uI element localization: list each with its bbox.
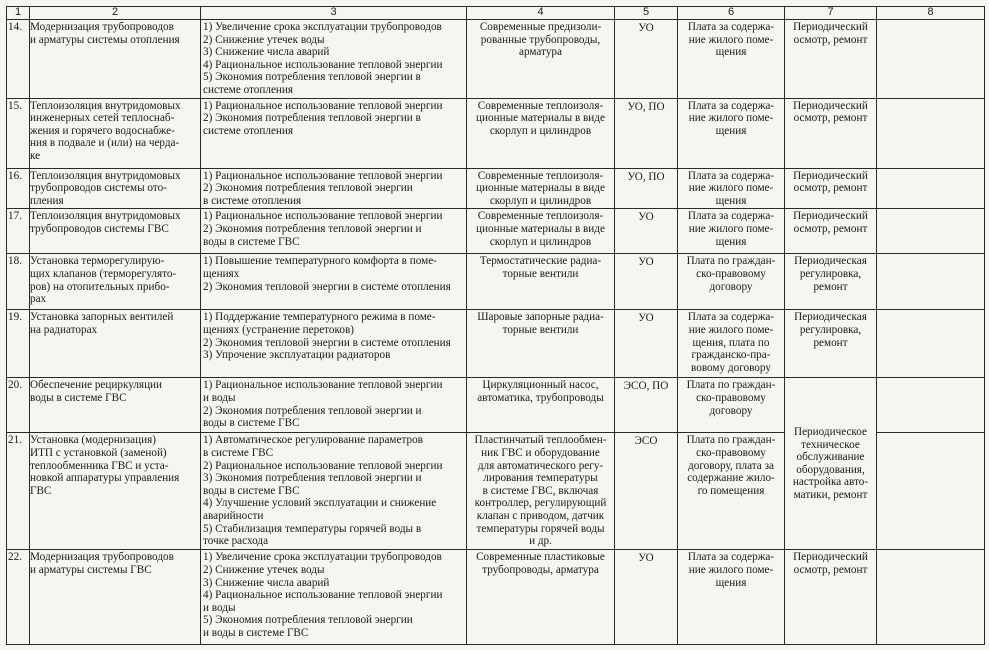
- equipment: Современные теплоизоля- ционные материалы в виде скорлуп и цилиндров: [467, 209, 615, 254]
- table-row: [7, 378, 985, 433]
- col8-cell: [877, 168, 985, 209]
- funding-source: Плата за содержа- ние жилого поме- щения: [678, 168, 785, 209]
- row-number: 17.: [7, 209, 30, 254]
- maintenance: Периодический осмотр, ремонт: [785, 20, 877, 99]
- measure-name: Модернизация трубопроводов и арматуры системы отопления: [30, 20, 201, 99]
- equipment: Пластинчатый теплообмен- ник ГВС и оборудование для автоматического регу- лирования температуры в системе ГВС, включая контроллер, регулирующий клапан с приводом, датчик температуры горячей воды и др.: [467, 433, 615, 550]
- measure-effects: 1) Рациональное использование тепловой энергии и воды 2) Экономия потребления тепловой энергии и воды в системе ГВС: [201, 378, 467, 433]
- equipment: Современные пластиковые трубопроводы, арматура: [467, 550, 615, 645]
- equipment: Термостатические радиа- торные вентили: [467, 254, 615, 310]
- col-header-4: 4: [467, 7, 615, 20]
- measure-effects: 1) Автоматическое регулирование параметров в системе ГВС 2) Рациональное использование тепловой энергии 3) Экономия потребления тепловой энергии и воды в системе ГВС 4) Улучшение условий эксплуатации и снижение аварийности 5) Стабилизация температуры горячей воды в точке расхода: [201, 433, 467, 550]
- equipment: Циркуляционный насос, автоматика, трубопроводы: [467, 378, 615, 433]
- row-number: 22.: [7, 550, 30, 645]
- equipment: Современные теплоизоля- ционные материалы в виде скорлуп и цилиндров: [467, 98, 615, 168]
- table-row: [7, 98, 985, 168]
- row-number: 19.: [7, 310, 30, 378]
- col8-cell: [877, 98, 985, 168]
- col8-cell: [877, 254, 985, 310]
- col-header-2: 2: [30, 7, 201, 20]
- col8-cell: [877, 433, 985, 550]
- row-number: 18.: [7, 254, 30, 310]
- measure-effects: 1) Поддержание температурного режима в поме- щениях (устранение перетоков) 2) Экономия тепловой энергии в системе отопления 3) Упрочение эксплуатации радиаторов: [201, 310, 467, 378]
- executor: УО: [615, 310, 678, 378]
- measure-name: Обеспечение рециркуляции воды в системе ГВС: [30, 378, 201, 433]
- measure-name: Теплоизоляция внутридомовых трубопроводов системы ГВС: [30, 209, 201, 254]
- measure-name: Теплоизоляция внутридомовых инженерных сетей теплоснаб- жения и горячего водоснабже- ния в подвале и (или) на черда- ке: [30, 98, 201, 168]
- col-header-8: 8: [877, 7, 985, 20]
- measure-effects: 1) Рациональное использование тепловой энергии 2) Экономия потребления тепловой энергии в системе отопления: [201, 168, 467, 209]
- col-header-6: 6: [678, 7, 785, 20]
- col8-cell: [877, 310, 985, 378]
- funding-source: Плата за содержа- ние жилого поме- щения, плата по гражданско-пра- вовому договору: [678, 310, 785, 378]
- measure-name: Установка терморегулирую- щих клапанов (терморегулято- ров) на отопительных прибо- рах: [30, 254, 201, 310]
- funding-source: Плата по граждан- ско-правовому договору, плата за содержание жило- го помещения: [678, 433, 785, 550]
- measure-effects: 1) Повышение температурного комфорта в поме- щениях 2) Экономия тепловой энергии в системе отопления: [201, 254, 467, 310]
- col8-cell: [877, 209, 985, 254]
- executor: ЭСО: [615, 433, 678, 550]
- maintenance: Периодическая регулировка, ремонт: [785, 254, 877, 310]
- measure-name: Модернизация трубопроводов и арматуры системы ГВС: [30, 550, 201, 645]
- executor: УО: [615, 20, 678, 99]
- row-number: 16.: [7, 168, 30, 209]
- maintenance: Периодический осмотр, ремонт: [785, 209, 877, 254]
- measure-effects: 1) Рациональное использование тепловой энергии 2) Экономия потребления тепловой энергии в системе отопления: [201, 98, 467, 168]
- col8-cell: [877, 378, 985, 433]
- row-number: 20.: [7, 378, 30, 433]
- measure-effects: 1) Увеличение срока эксплуатации трубопроводов 2) Снижение утечек воды 3) Снижение числа аварий 4) Рациональное использование тепловой энергии 5) Экономия потребления тепловой энергии в системе отопления: [201, 20, 467, 99]
- executor: ЭСО, ПО: [615, 378, 678, 433]
- row-number: 21.: [7, 433, 30, 550]
- col-header-3: 3: [201, 7, 467, 20]
- executor: УО: [615, 550, 678, 645]
- table-row: [7, 254, 985, 310]
- funding-source: Плата за содержа- ние жилого поме- щения: [678, 20, 785, 99]
- measures-table: [6, 6, 985, 645]
- maintenance: Периодическая регулировка, ремонт: [785, 310, 877, 378]
- executor: УО, ПО: [615, 98, 678, 168]
- col-header-7: 7: [785, 7, 877, 20]
- table-row: [7, 550, 985, 645]
- funding-source: Плата по граждан- ско-правовому договору: [678, 254, 785, 310]
- row-number: 14.: [7, 20, 30, 99]
- funding-source: Плата за содержа- ние жилого поме- щения: [678, 98, 785, 168]
- executor: УО: [615, 209, 678, 254]
- col8-cell: [877, 550, 985, 645]
- measure-name: Теплоизоляция внутридомовых трубопроводов системы ото- пления: [30, 168, 201, 209]
- equipment: Современные теплоизоля- ционные материалы в виде скорлуп и цилиндров: [467, 168, 615, 209]
- measure-name: Установка (модернизация) ИТП с установкой (заменой) теплообменника ГВС и уста- новкой аппаратуры управления ГВС: [30, 433, 201, 550]
- col-header-1: 1: [7, 7, 30, 20]
- maintenance: Периодический осмотр, ремонт: [785, 168, 877, 209]
- maintenance: Периодический осмотр, ремонт: [785, 550, 877, 645]
- measure-effects: 1) Рациональное использование тепловой энергии 2) Экономия потребления тепловой энергии и воды в системе ГВС: [201, 209, 467, 254]
- funding-source: Плата за содержа- ние жилого поме- щения: [678, 550, 785, 645]
- table-body: [7, 7, 985, 645]
- measure-effects: 1) Увеличение срока эксплуатации трубопроводов 2) Снижение утечек воды 3) Снижение числа аварий 4) Рациональное использование тепловой энергии и воды 5) Экономия потребления тепловой энергии и воды в системе ГВС: [201, 550, 467, 645]
- row-number: 15.: [7, 98, 30, 168]
- table-row: [7, 20, 985, 99]
- col-header-5: 5: [615, 7, 678, 20]
- executor: УО, ПО: [615, 168, 678, 209]
- table-row: [7, 209, 985, 254]
- maintenance: Периодический осмотр, ремонт: [785, 98, 877, 168]
- col8-cell: [877, 20, 985, 99]
- funding-source: Плата за содержа- ние жилого поме- щения: [678, 209, 785, 254]
- funding-source: Плата по граждан- ско-правовому договору: [678, 378, 785, 433]
- table-row: [7, 168, 985, 209]
- maintenance-merged: Периодическое техническое обслуживание оборудования, настройка авто- матики, ремонт: [785, 378, 877, 550]
- measure-name: Установка запорных вентилей на радиаторах: [30, 310, 201, 378]
- column-number-row: [7, 7, 985, 20]
- equipment: Современные предизоли- рованные трубопроводы, арматура: [467, 20, 615, 99]
- executor: УО: [615, 254, 678, 310]
- table-row: [7, 310, 985, 378]
- equipment: Шаровые запорные радиа- торные вентили: [467, 310, 615, 378]
